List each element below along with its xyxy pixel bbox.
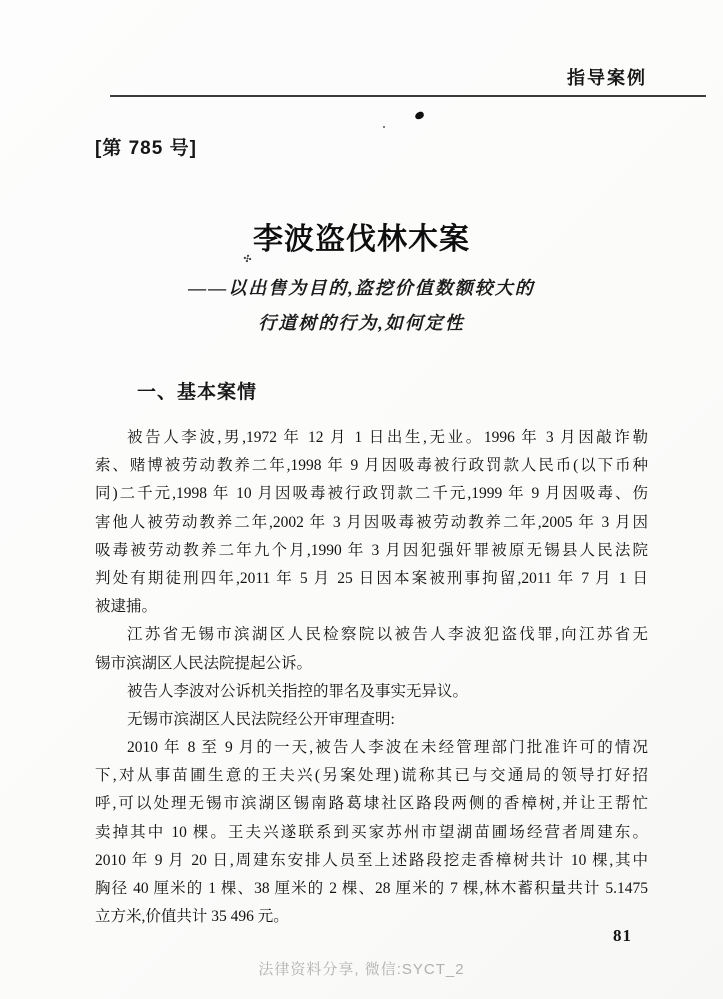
- body-line: 下,对从事苗圃生意的王夫兴(另案处理)谎称其已与交通局的领导打好招: [95, 767, 648, 785]
- body-line: 害他人被劳动教养二年,2002 年 3 月因吸毒被劳动教养二年,2005 年 3 月因: [95, 513, 648, 531]
- body-line: 呼,可以处理无锡市滨湖区锡南路葛埭社区路段两侧的香樟树,并让王帮忙: [95, 795, 648, 813]
- watermark-text: 法律资料分享, 微信:SYCT_2: [258, 961, 465, 978]
- body-line: 2010 年 9 月 20 日,周建东安排人员至上述路段挖走香樟树共计 10 棵,其中: [95, 851, 648, 869]
- ink-blot-artifact: [414, 111, 425, 120]
- body-line: 被告人李波对公诉机关指控的罪名及事实无异议。: [127, 682, 469, 700]
- ink-dot-artifact: [383, 126, 385, 128]
- body-line: 判处有期徒刑四年,2011 年 5 月 25 日因本案被刑事拘留,2011 年 7 月 1 日: [95, 569, 648, 587]
- case-subtitle-line-1: ——以出售为目的,盗挖价值数额较大的: [188, 278, 535, 298]
- body-line: 被告人李波,男,1972 年 12 月 1 日出生,无业。1996 年 3 月因敲诈勒: [127, 429, 648, 446]
- case-number: [第 785 号]: [95, 138, 197, 159]
- body-line: 2010 年 8 至 9 月的一天,被告人李波在未经管理部门批准许可的情况: [127, 739, 648, 757]
- squiggle-artifact: ✣: [241, 253, 253, 266]
- body-line: 胸径 40 厘米的 1 棵、38 厘米的 2 棵、28 厘米的 7 棵,林木蓄积量共计 5.1475: [95, 880, 648, 897]
- body-line: 锡市滨湖区人民法院提起公诉。: [95, 654, 313, 672]
- body-line: 被逮捕。: [95, 598, 158, 616]
- header-rule: [110, 95, 706, 97]
- body-line: 同)二千元,1998 年 10 月因吸毒被行政罚款二千元,1999 年 9 月因吸毒、伤: [95, 485, 648, 503]
- body-line: 卖掉其中 10 棵。王夫兴遂联系到买家苏州市望湖苗圃场经营者周建东。: [95, 823, 648, 841]
- body-text: [95, 424, 648, 931]
- body-line: 江苏省无锡市滨湖区人民检察院以被告人李波犯盗伐罪,向江苏省无: [127, 626, 648, 644]
- section-heading: 一、基本案情: [137, 382, 258, 403]
- case-title: 李波盗伐林木案: [253, 223, 470, 256]
- body-line: 无锡市滨湖区人民法院经公开审理查明:: [127, 710, 395, 728]
- body-line: 索、赌博被劳动教养二年,1998 年 9 月因吸毒被行政罚款人民币(以下币种: [95, 457, 648, 475]
- body-line: 立方米,价值共计 35 496 元。: [95, 908, 289, 926]
- case-subtitle-line-2: 行道树的行为,如何定性: [258, 313, 465, 333]
- body-line: 吸毒被劳动教养二年九个月,1990 年 3 月因犯强奸罪被原无锡县人民法院: [95, 541, 648, 559]
- page-number: 81: [613, 926, 632, 945]
- running-head: 指导案例: [567, 68, 647, 88]
